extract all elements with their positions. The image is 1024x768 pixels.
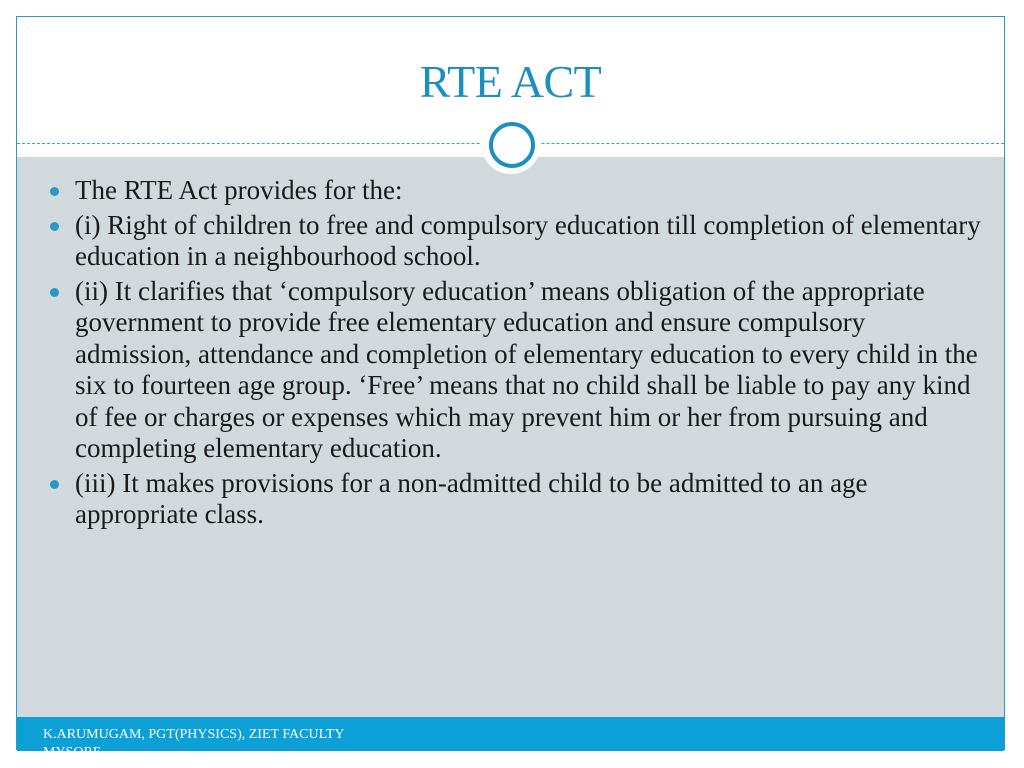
footer-bar	[17, 717, 1004, 760]
bullet-item	[47, 210, 982, 273]
bullet-dot-icon	[50, 288, 59, 297]
bullet-item	[47, 276, 982, 465]
bullet-dot-icon	[50, 187, 59, 196]
bullet-dot-icon	[50, 480, 59, 489]
bullet-text: (iii) It makes provisions for a non-admitted child to be admitted to an age appropriate class.	[75, 467, 868, 529]
content-area	[17, 157, 1004, 717]
ring-shape	[489, 122, 535, 168]
bullet-item	[47, 175, 982, 207]
footer-credit: K.ARUMUGAM, PGT(PHYSICS), ZIET FACULTY MYSORE	[43, 727, 345, 760]
bullet-dot-icon	[50, 222, 59, 231]
bullet-list	[47, 175, 982, 534]
slide-title: RTE ACT	[419, 56, 602, 107]
bullet-text: (ii) It clarifies that ‘compulsory education’ means obligation of the appropriate government to provide free elementary education and ensure compulsory admission, attendance and completion of elementary education to every child in the six to fourteen age group. ‘Free’ means that no child shall be liable to pay any kind of fee or charges or expenses which may prevent him or her from pursuing and completing elementary education.	[75, 275, 978, 463]
slide-frame	[16, 16, 1005, 760]
bullet-text: The RTE Act provides for the:	[75, 175, 403, 205]
circle-ornament-icon	[481, 114, 541, 174]
bullet-item	[47, 468, 982, 531]
bullet-text: (i) Right of children to free and compulsory education till completion of elementary education in a neighbourhood school.	[75, 209, 981, 271]
